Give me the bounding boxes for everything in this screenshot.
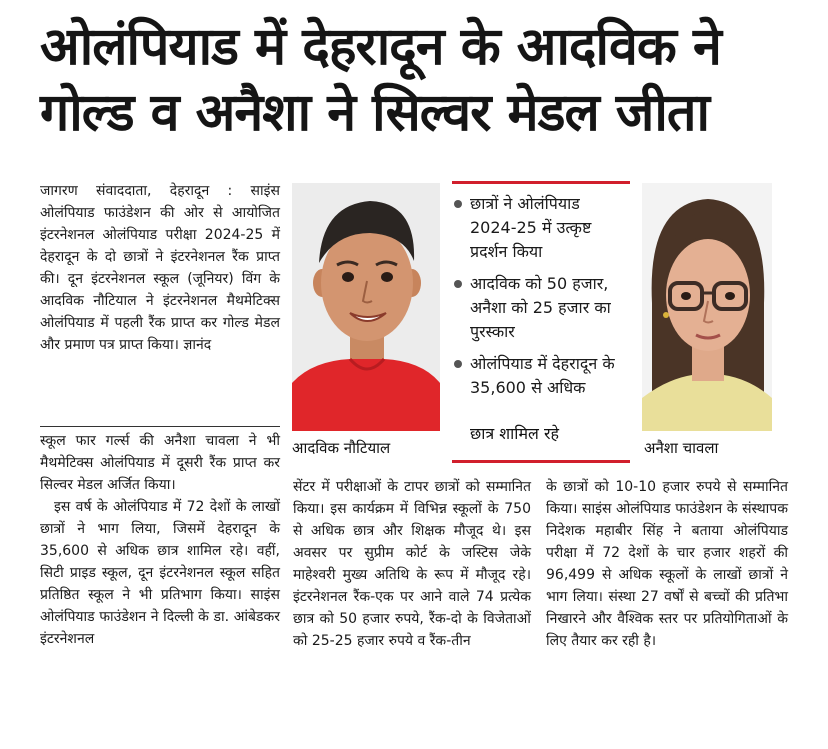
- headline-line-1: ओलंपियाड में देहरादून के आदविक ने: [40, 17, 721, 77]
- highlight-text-3: ओलंपियाड में देहरादून के 35,600 से अधिक: [470, 354, 615, 397]
- column-1-bottom: [40, 430, 280, 650]
- highlight-text-1: छात्रों ने ओलंपियाड 2024-25 में उत्कृष्ट प्रदर्शन किया: [470, 194, 592, 261]
- column-3: [546, 476, 788, 652]
- column-2-text: सेंटर में परीक्षाओं के टापर छात्रों को सम्मानित किया। इस कार्यक्रम में विभिन्न स्कूलों के 750 से अधिक छात्र और शिक्षक मौजूद थे। इस अवसर पर सुप्रीम कोर्ट के जस्टिस जेके माहेश्वरी मुख्य अतिथि के रूप में मौजूद रहे। इंटरनेशनल रैंक-एक पर आने वाले 74 प्रत्येक छात्र को 50 हजार रुपये, रैंक-दो के विजेताओं को 25-25 हजार रुपये व रैंक-तीन: [293, 479, 531, 649]
- caption-aadvik: आदविक नौटियाल: [292, 439, 391, 457]
- highlight-item: [452, 192, 630, 264]
- headline: [40, 14, 800, 146]
- photo-anaisha: [642, 183, 772, 431]
- highlights-box: [452, 181, 630, 463]
- bullet-icon: [454, 360, 462, 368]
- boy-portrait-image: [292, 183, 440, 431]
- column-1-cont-text: स्कूल फार गर्ल्स की अनैशा चावला ने भी मैथमेटिक्स ओलंपियाड में दूसरी रैंक प्राप्त कर सिल्वर मेडल अर्जित किया।: [40, 433, 280, 493]
- highlight-last-line: छात्र शामिल रहे: [470, 424, 559, 443]
- column-2: [293, 476, 531, 652]
- column-1-top: [40, 180, 280, 356]
- girl-portrait-image: [642, 183, 772, 431]
- bullet-icon: [454, 280, 462, 288]
- column-1-para-2: इस वर्ष के ओलंपियाड में 72 देशों के लाखों छात्रों ने भाग लिया, जिसमें देहरादून के 35,600 से अधिक छात्र शामिल रहे। वहीं, सिटी प्राइड स्कूल, दून इंटरनेशनल स्कूल सहित प्रतिष्ठित स्कूल ने भी प्रतिभाग किया। साइंस ओलंपियाड फाउंडेशन ने दिल्ली के डा. आंबेडकर इंटरनेशनल: [40, 499, 280, 647]
- highlight-item: [452, 352, 630, 400]
- column-divider-rule: [40, 426, 280, 427]
- column-3-text: के छात्रों को 10-10 हजार रुपये से सम्मानित किया। साइंस ओलंपियाड फाउंडेशन के संस्थापक निदेशक महाबीर सिंह ने बताया ओलंपियाड परीक्षा में 72 देशों के चार हजार शहरों की 96,499 से अधिक स्कूलों के लाखों छात्रों ने भाग लिया। संस्था 27 वर्षों से बच्चों की प्रतिभा निखारने और वैश्विक स्तर पर प्रतियोगिताओं के लिए तैयार कर रही है।: [546, 479, 788, 649]
- highlight-text-2: आदविक को 50 हजार, अनैशा को 25 हजार का पुरस्कार: [470, 274, 611, 341]
- caption-anaisha: अनैशा चावला: [644, 439, 719, 457]
- bullet-icon: [454, 200, 462, 208]
- highlight-item: [452, 272, 630, 344]
- column-1-top-text: जागरण संवाददाता, देहरादून : साइंस ओलंपियाड फाउंडेशन की ओर से आयोजित इंटरनेशनल ओलंपियाड परीक्षा 2024-25 में देहरादून के दो छात्रों ने इंटरनेशनल रैंक प्राप्त की। दून इंटरनेशनल स्कूल (जूनियर) विंग के आदविक नौटियाल ने इंटरनेशनल मैथमेटिक्स ओलंपियाड में पहली रैंक प्राप्त कर गोल्ड मेडल और प्रमाण पत्र प्राप्त किया। ज्ञानंद: [40, 183, 280, 353]
- headline-line-2: गोल्ड व अनैशा ने सिल्वर मेडल जीता: [40, 83, 709, 143]
- photo-aadvik: [292, 183, 440, 431]
